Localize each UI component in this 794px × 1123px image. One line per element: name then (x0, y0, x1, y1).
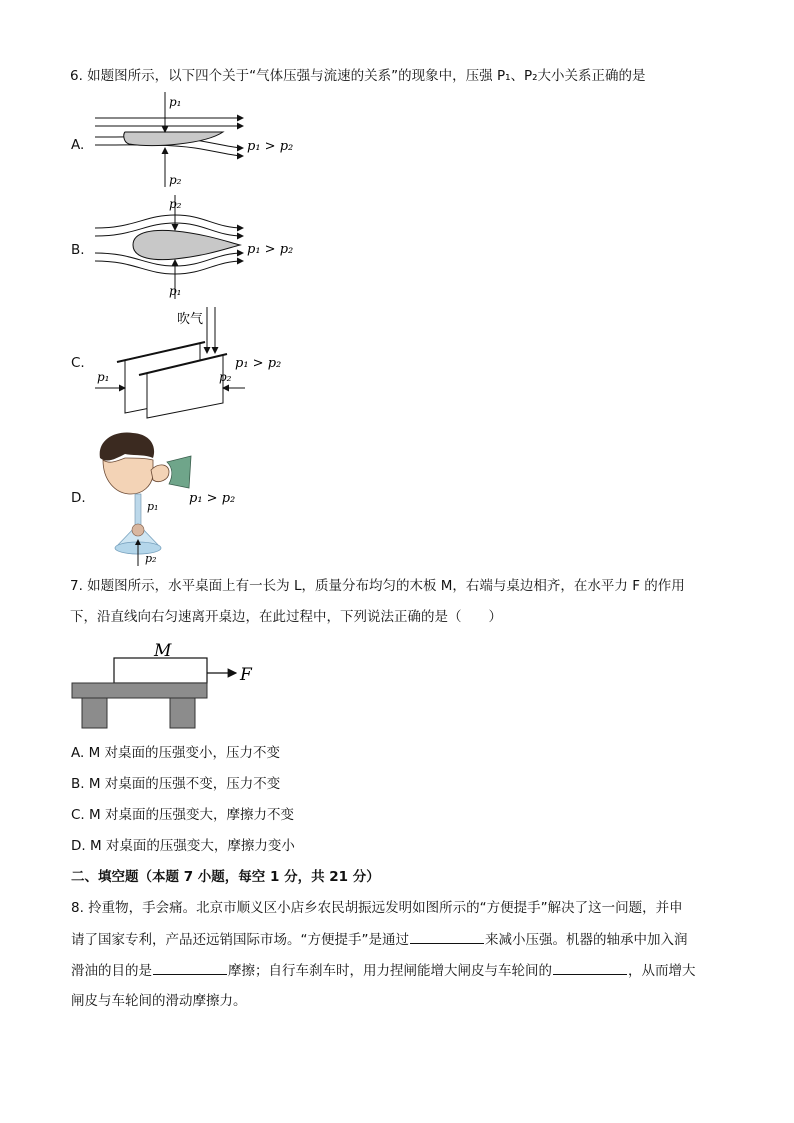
figure-b-relation: p₁ > p₂ (247, 242, 294, 257)
q8-blank-1 (410, 929, 484, 944)
figure-a-wing-top-flat (95, 92, 305, 187)
figure-d-p-lower: p₂ (145, 552, 157, 565)
figure-c-two-papers (95, 305, 295, 425)
q8-line1: 8. 拎重物，手会痛。北京市顺义区小店乡农民胡振远发明如图所示的“方便提手”解决了这一问题，并申 (71, 900, 683, 916)
q8-line2 (71, 929, 688, 950)
figure-c-relation: p₁ > p₂ (235, 356, 282, 371)
q7-stem-line2: 下，沿直线向右匀速离开桌边，在此过程中，下列说法正确的是（ ） (70, 609, 502, 625)
q6-option-a-label: A. (71, 137, 85, 153)
q6-stem: 6. 如题图所示，以下四个关于“气体压强与流速的关系”的现象中，压强 P₁、P₂大小关系正确的是 (70, 68, 646, 84)
q7-option-a: A. M 对桌面的压强变小，压力不变 (71, 745, 281, 761)
q8-blank-2 (153, 960, 227, 975)
q6-option-b-label: B. (71, 242, 85, 258)
q7-stem-line1: 7. 如题图所示，水平桌面上有一长为 L，质量分布均匀的木板 M，右端与桌边相齐，在水平力 F 的作用 (70, 578, 685, 594)
q8-line3-c: ，从而增大 (628, 963, 696, 979)
figure-q7-force-label: F (240, 665, 252, 685)
q8-line2-a: 请了国家专利，产品还远销国际市场。“方便提手”是通过 (71, 932, 409, 948)
section-2-heading: 二、填空题（本题 7 小题，每空 1 分，共 21 分） (71, 869, 380, 885)
figure-d-boy-funnel (95, 428, 255, 568)
figure-b-wing-airfoil (95, 195, 305, 300)
q8-blank-3 (553, 960, 627, 975)
figure-d-relation: p₁ > p₂ (189, 491, 236, 506)
figure-c-p-left: p₁ (97, 370, 110, 384)
figure-b-p-top: p₂ (169, 197, 182, 211)
q7-option-b: B. M 对桌面的压强不变，压力不变 (71, 776, 281, 792)
figure-a-p-bottom: p₂ (169, 173, 182, 187)
q8-line3-b: 摩擦；自行车刹车时，用力捏闸能增大闸皮与车轮间的 (228, 963, 552, 979)
figure-c-p-right: p₂ (219, 370, 232, 384)
figure-d-p-upper: p₁ (147, 500, 159, 513)
figure-q7-mass-label: M (154, 641, 172, 661)
q6-option-d-label: D. (71, 490, 86, 506)
q8-line2-b: 来减小压强。机器的轴承中加入润 (485, 932, 688, 948)
q8-line4: 闸皮与车轮间的滑动摩擦力。 (71, 993, 247, 1009)
q8-line3 (71, 960, 696, 981)
q6-option-c-label: C. (71, 355, 85, 371)
figure-b-p-bottom: p₁ (169, 284, 182, 298)
figure-q7-table-board (72, 640, 272, 732)
q7-option-d: D. M 对桌面的压强变大，摩擦力变小 (71, 838, 295, 854)
figure-a-p-top: p₁ (169, 95, 182, 109)
figure-a-relation: p₁ > p₂ (247, 139, 294, 154)
figure-c-blow-label: 吹气 (177, 312, 204, 327)
q7-option-c: C. M 对桌面的压强变大，摩擦力不变 (71, 807, 294, 823)
q8-line3-a: 滑油的目的是 (71, 963, 152, 979)
